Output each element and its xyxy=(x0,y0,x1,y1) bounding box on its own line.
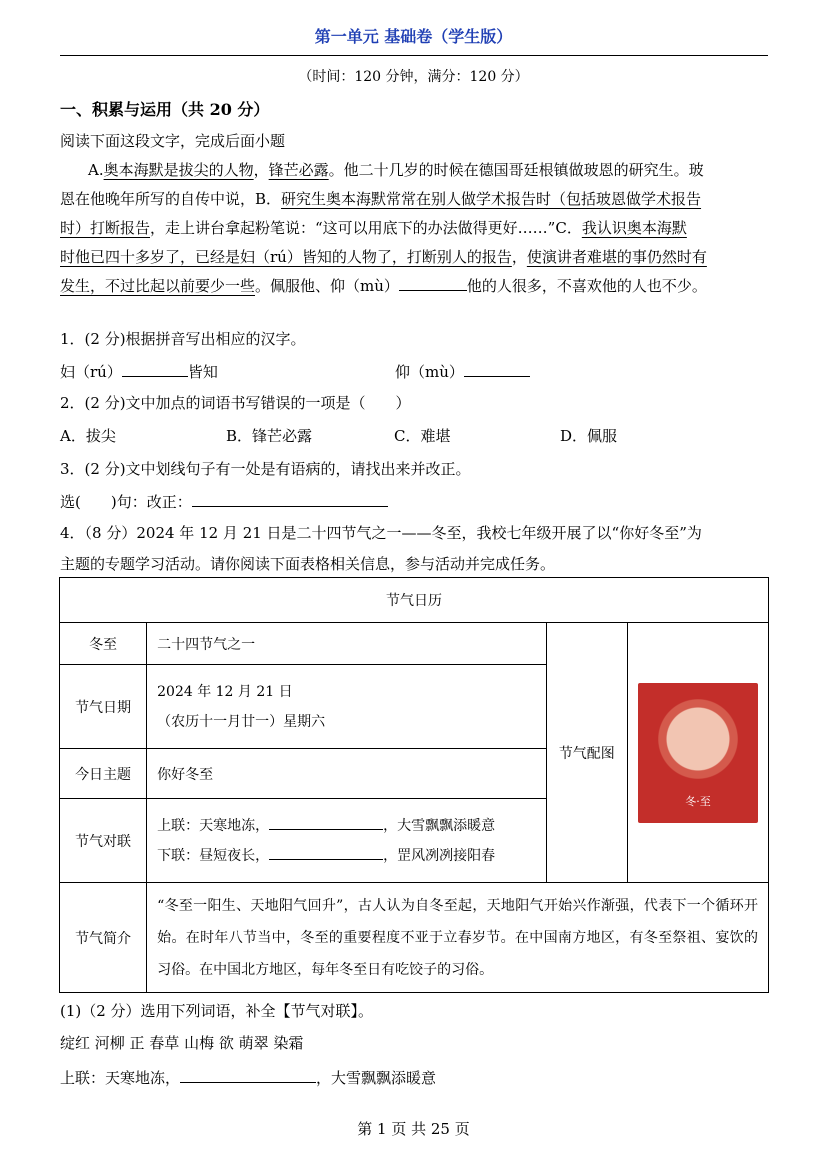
theme-value: 你好冬至 xyxy=(147,749,547,799)
term-value: 二十四节气之一 xyxy=(147,623,547,665)
poster-caption: 冬·至 xyxy=(685,794,711,808)
page-number: 第 1 页 共 25 页 xyxy=(357,1120,470,1138)
passage-text: 。佩服他、仰（mù） xyxy=(255,277,399,295)
reading-passage xyxy=(60,156,770,301)
q2-option-c[interactable]: C．难堪 xyxy=(394,427,451,445)
q1-item-a xyxy=(60,360,218,382)
q3-prefix: 选( )句：改正： xyxy=(60,493,192,511)
date-value xyxy=(147,665,547,749)
q2-option-b[interactable]: B．锋芒必露 xyxy=(226,427,313,445)
q3-answer-line xyxy=(60,490,388,512)
q2-option-d[interactable]: D．佩服 xyxy=(560,427,618,445)
couplet-upper xyxy=(157,811,536,841)
solar-term-calendar xyxy=(59,577,769,993)
sentence-c-end: 使演讲者难堪的事仍然时有 xyxy=(526,248,707,266)
q1-suffix: 皆知 xyxy=(187,363,218,381)
q1-item-b xyxy=(395,360,530,382)
couplet-upper-start: 上联：天寒地冻， xyxy=(157,817,270,834)
q1-pinyin-mu: 仰（mù） xyxy=(395,363,464,381)
date-label: 节气日期 xyxy=(60,665,147,749)
title-divider xyxy=(60,55,768,56)
sentence-b-end: 时）打断报告 xyxy=(60,219,151,237)
sentence-c-tail: 发生，不过比起以前要少一些 xyxy=(60,277,256,295)
question-1: 1．(2 分)根据拼音写出相应的汉字。 xyxy=(60,330,306,348)
couplet-lower xyxy=(157,841,536,871)
comma: ， xyxy=(253,161,269,179)
q1-answer-blank-a[interactable] xyxy=(122,360,188,377)
intro-label: 节气简介 xyxy=(60,883,147,993)
term-label: 冬至 xyxy=(60,623,147,665)
question-2: 2．(2 分)文中加点的词语书写错误的一项是（ ） xyxy=(60,394,411,412)
sentence-a: 奥本海默是拔尖的人物 xyxy=(103,161,254,179)
q2-option-a[interactable]: A．拔尖 xyxy=(60,427,116,445)
couplet-lower-blank[interactable] xyxy=(269,843,383,860)
passage-text: ，走上讲台拿起粉笔说：“这可以用底下的办法做得更好……”C． xyxy=(150,219,582,237)
theme-label: 今日主题 xyxy=(60,749,147,799)
date-lunar: （农历十一月廿一）星期六 xyxy=(157,713,326,730)
date-gregorian: 2024 年 12 月 21 日 xyxy=(157,683,293,700)
comma: ， xyxy=(511,248,527,266)
couplet-lower-start: 下联：昼短夜长， xyxy=(157,847,270,864)
couplet-value xyxy=(147,799,547,883)
question-4-cont: 主题的专题学习活动。请你阅读下面表格相关信息，参与活动并完成任务。 xyxy=(60,555,556,573)
exam-time-info: （时间：120 分钟，满分：120 分） xyxy=(298,69,529,85)
couplet-upper-end: ，大雪飘飘添暖意 xyxy=(383,817,496,834)
sentence-b: 研究生奥本海默常常在别人做学术报告时（包括玻恩做学术报告 xyxy=(281,190,702,208)
question-4: 4．（8 分）2024 年 12 月 21 日是二十四节气之一——冬至，我校七年级开展了以“你好冬至”为 xyxy=(60,524,702,542)
couplet-lower-end: ，罡风冽冽接阳春 xyxy=(383,847,496,864)
task-1-answer-end: ，大雪飘飘添暖意 xyxy=(316,1069,437,1087)
passage-text: 恩在他晚年所写的自传中说，B． xyxy=(60,190,282,208)
q3-answer-blank[interactable] xyxy=(192,490,388,507)
page-title: 第一单元 基础卷（学生版） xyxy=(314,27,513,46)
task-1-word-bank: 绽红 河柳 正 春草 山梅 欲 萌翠 染霜 xyxy=(60,1034,304,1052)
calendar-header: 节气日历 xyxy=(60,578,769,623)
task-1: (1)（2 分）选用下列词语，补全【节气对联】。 xyxy=(60,1002,374,1020)
intro-text: “冬至一阳生、天地阳气回升”，古人认为自冬至起，天地阳气开始兴作渐强，代表下一个循环开始。在时年八节当中，冬至的重要程度不亚于立春岁节。在中国南方地区，有冬至祭祖、宴饮的习俗。在中国北方地区，每年冬至日有吃饺子的习俗。 xyxy=(147,883,769,993)
reading-instruction: 阅读下面这段文字，完成后面小题 xyxy=(60,132,286,150)
couplet-upper-blank[interactable] xyxy=(269,813,383,830)
phrase-fengmang: 锋芒必露 xyxy=(268,161,329,179)
sentence-c: 我认识奥本海默 xyxy=(581,219,687,237)
question-3: 3．(2 分)文中划线句子有一处是有语病的，请找出来并改正。 xyxy=(60,460,471,478)
blank-mu[interactable] xyxy=(399,274,467,291)
passage-text: 。他二十几岁的时候在德国哥廷根镇做玻恩的研究生。玻 xyxy=(328,161,704,179)
poster-cell xyxy=(627,623,768,883)
task-1-answer-start: 上联：天寒地冻， xyxy=(60,1069,181,1087)
task-1-answer-line xyxy=(60,1066,436,1088)
section-heading: 一、积累与运用（共 20 分） xyxy=(60,100,270,119)
image-label: 节气配图 xyxy=(546,623,627,883)
passage-text: 他的人很多，不喜欢他的人也不少。 xyxy=(466,277,707,295)
sentence-a-marker: A. xyxy=(88,161,104,179)
q1-pinyin-ru: 妇（rú） xyxy=(60,363,122,381)
sentence-c-mid: 时他已四十多岁了，已经是妇（rú）皆知的人物了，打断别人的报告 xyxy=(60,248,512,266)
couplet-label: 节气对联 xyxy=(60,799,147,883)
task-1-answer-blank[interactable] xyxy=(180,1066,316,1083)
winter-solstice-poster-image xyxy=(638,683,758,823)
q1-answer-blank-b[interactable] xyxy=(464,360,530,377)
